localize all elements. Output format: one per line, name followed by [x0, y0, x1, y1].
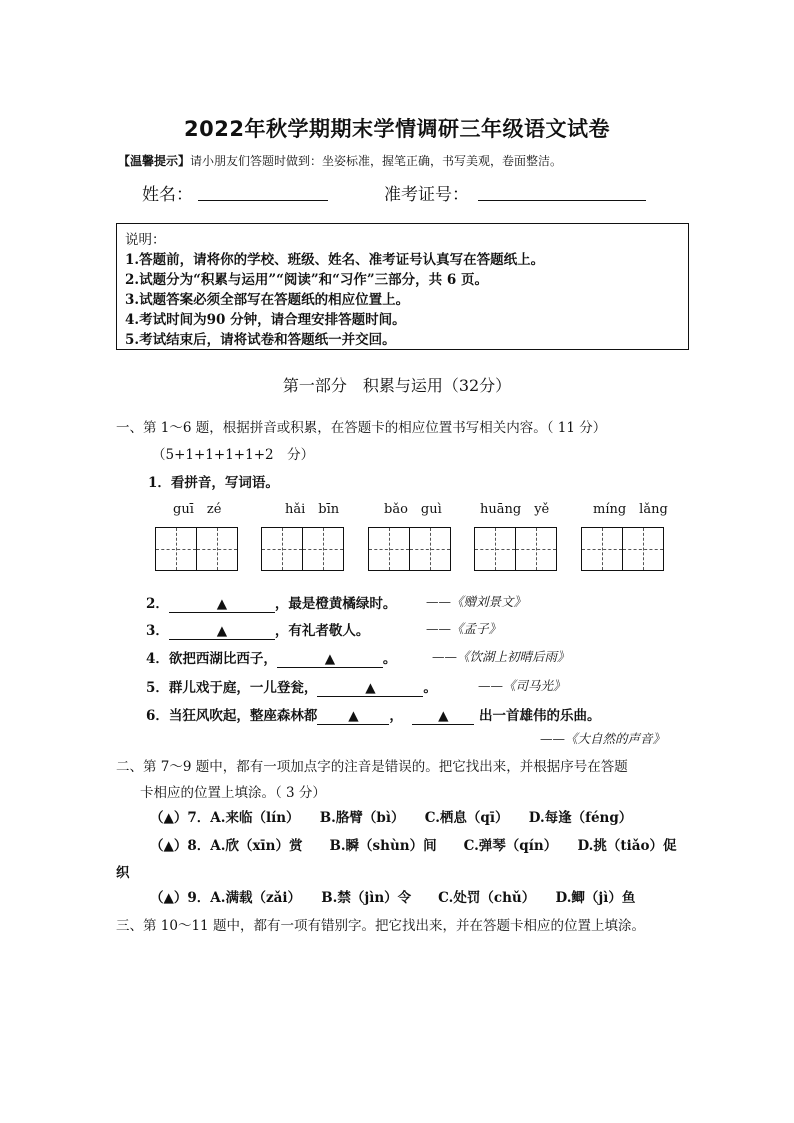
q1-score: （5+1+1+1+1+2 分） [152, 447, 315, 463]
q5-source: ——《司马光》 [478, 678, 566, 693]
reminder-line [118, 152, 562, 169]
q6-text: 6．当狂风吹起，整座森林都 [146, 708, 318, 724]
q4-blank[interactable]: ▲ [277, 651, 383, 668]
instruction-item: 1.答题前，请将你的学校、班级、姓名、准考证号认真写在答题纸上。 [125, 252, 545, 268]
pinyin-4: huāng yě [480, 502, 550, 517]
instruction-item: 4.考试时间为90 分钟，请合理安排答题时间。 [125, 312, 406, 328]
q1-intro: 一、第 1～6 题，根据拼音或积累，在答题卡的相应位置书写相关内容。（ 11 分） [116, 420, 607, 436]
part1-heading: 第一部分 积累与运用（32分） [282, 376, 512, 395]
exam-id-field[interactable] [478, 199, 646, 201]
q4-end: 。 [382, 651, 397, 667]
q2-number: 2． [146, 596, 169, 612]
q6-end: 出一首雄伟的乐曲。 [479, 708, 601, 724]
q2-line [146, 592, 396, 613]
writing-grid-3[interactable] [368, 527, 451, 571]
q2-text: ，最是橙黄橘绿时。 [274, 596, 397, 612]
q5-end: 。 [423, 680, 437, 696]
q9-line: （▲）9．A.满载（zǎi） B.禁（jìn）令 C.处罚（chǔ） D.鲫（jì）鱼 [150, 890, 636, 906]
writing-grid-2[interactable] [261, 527, 344, 571]
q6-blank-2[interactable]: ▲ [412, 708, 474, 725]
pinyin-2: hǎi bīn [285, 502, 340, 517]
q8-line-cont: 织 [116, 865, 130, 881]
q8-line: （▲）8．A.欣（xīn）赏 B.瞬（shùn）间 C.弹琴（qín） D.挑（tiǎo）促 [150, 838, 677, 854]
q3-line [146, 619, 369, 640]
pinyin-3: bǎo guì [384, 502, 442, 517]
q3-source: ——《孟子》 [426, 621, 502, 636]
q6-line [146, 704, 601, 725]
instruction-item: 5.考试结束后，请将试卷和答题纸一并交回。 [125, 332, 396, 348]
pinyin-5: míng lǎng [593, 502, 668, 517]
instruction-item: 2.试题分为“积累与运用”“阅读”和“习作”三部分，共 6 页。 [125, 272, 488, 288]
q5-text: 5．群儿戏于庭，一儿登瓮， [146, 680, 318, 696]
q7-line: （▲）7．A.来临（lín） B.胳臂（bì） C.栖息（qī） D.每逢（féng） [150, 810, 633, 826]
instructions-heading: 说明： [125, 232, 166, 248]
q3-text: ，有礼者敬人。 [274, 623, 370, 639]
q2-blank[interactable]: ▲ [169, 596, 275, 613]
q6-blank-1[interactable]: ▲ [317, 708, 389, 725]
q6-mid: ， [389, 708, 403, 724]
q6-source: ——《大自然的声音》 [540, 731, 666, 746]
q3-blank[interactable]: ▲ [169, 623, 275, 640]
instructions-box [116, 223, 689, 350]
pinyin-1: guī zé [173, 502, 222, 517]
reminder-label: 【温馨提示】 [118, 154, 191, 168]
q3-section-intro: 三、第 10～11 题中，都有一项有错别字。把它找出来，并在答题卡相应的位置上填涂。 [116, 918, 645, 934]
q4-source: ——《饮湖上初晴后雨》 [432, 649, 570, 664]
page-title: 2022年秋学期期末学情调研三年级语文试卷 [184, 117, 610, 141]
q4-line [146, 647, 396, 668]
q2-source: ——《赠刘景文》 [426, 594, 527, 609]
q2-section-intro-cont: 卡相应的位置上填涂。（ 3 分） [140, 785, 326, 801]
name-label: 姓名： [142, 185, 193, 205]
q2-section-intro: 二、第 7～9 题中，都有一项加点字的注音是错误的。把它找出来，并根据序号在答题 [116, 759, 628, 775]
writing-grid-5[interactable] [581, 527, 664, 571]
instruction-item: 3.试题答案必须全部写在答题纸的相应位置上。 [125, 292, 410, 308]
writing-grid-1[interactable] [155, 527, 238, 571]
reminder-text: 请小朋友们答题时做到：坐姿标准，握笔正确，书写美观，卷面整洁。 [190, 154, 563, 168]
q5-line [146, 676, 437, 697]
q3-number: 3． [146, 623, 169, 639]
writing-grid-4[interactable] [474, 527, 557, 571]
exam-id-label: 准考证号： [384, 185, 469, 205]
name-field[interactable] [198, 199, 328, 201]
q4-text: 4．欲把西湖比西子， [146, 651, 277, 667]
q5-blank[interactable]: ▲ [317, 680, 423, 697]
q1-1-prompt: 1．看拼音，写词语。 [148, 475, 279, 491]
